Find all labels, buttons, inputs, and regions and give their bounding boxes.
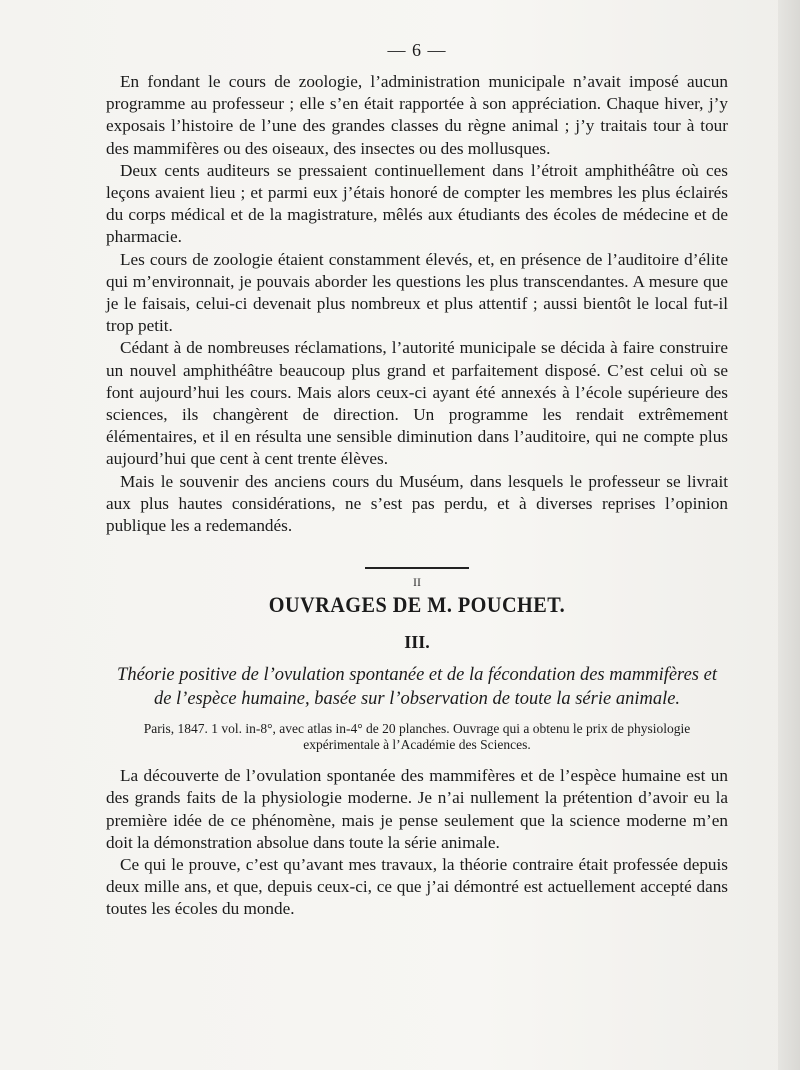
paragraph-intro-4: Cédant à de nombreuses réclamations, l’autorité municipale se décida à faire construire un nouvel amphithéâtre beaucoup plus grand et parfaitement disposé. C’est celui où se font aujourd’hui les cours. Mais alors ceux-ci ayant été annexés à l’école supérieure des sciences, ils changèrent de direction. Un programme les rendait extrêmement élémentaires, et il en résulta une sensible diminution dans l’auditoire, qui ne compte plus aujourd’hui que cent à cent trente élèves. [106,338,728,469]
section-heading: OUVRAGES DE M. POUCHET. [268,592,566,618]
paragraph-intro-5: Mais le souvenir des anciens cours du Muséum, dans lesquels le professeur se livrait aux plus hautes considérations, ne s’est pas perdu, et à diverses reprises l’opinion publique les a redemandés. [106,471,728,536]
work-title-line-1: Théorie positive de l’ovulation spontanée et de la fécondation des mammifères et [117,665,717,686]
paragraph-work-2: Ce qui le prouve, c’est qu’avant mes travaux, la théorie contraire était professée depuis deux mille ans, et que, depuis ceux-ci, ce que j’ai démontré est actuellement accepté dans toutes les écoles du monde. [106,855,728,919]
work-title-line-2: de l’espèce humaine, basée sur l’observation de toute la série animale. [153,689,681,710]
bibliographic-note [106,721,728,753]
work-number: III. [404,632,430,653]
paragraph-work-1: La découverte de l’ovulation spontanée des mammifères et de l’espèce humaine est un des grands faits de la physiologie moderne. Je n’ai nullement la prétention d’avoir eu la première idée de ce phénomène, mais je pense seulement que la science moderne m’en doit la démonstration absolue dans toute la série animale. [106,766,728,852]
page-number: — 6 — [387,40,447,60]
biblio-line-2: expérimentale à l’Académie des Sciences. [303,737,531,753]
page-content [106,40,728,921]
paragraph-intro-1: En fondant le cours de zoologie, l’administration municipale n’avait imposé aucun programme au professeur ; elle s’en était rapportée à son appréciation. Chaque hiver, j’y exposais l’histoire de l’une des grandes classes du règne animal ; j’y traitais tour à tour des mammifères ou des oiseaux, des insectes ou des mollusques. [106,72,728,158]
section-divider [365,567,469,569]
paragraph-intro-3: Les cours de zoologie étaient constamment élevés, et, en présence de l’auditoire d’élite qui m’environnait, je pouvais aborder les questions les plus transcendantes. A mesure que je le faisais, celui-ci devenait plus nombreux et plus attentif ; aussi bientôt le local fut-il trop petit. [106,249,728,336]
page-edge-shadow [778,0,800,1070]
work-title [106,663,728,711]
section-number-small: II [413,575,421,590]
biblio-line-1: Paris, 1847. 1 vol. in-8°, avec atlas in-4° de 20 planches. Ouvrage qui a obtenu le prix de physiologie [143,721,691,737]
paragraph-intro-2: Deux cents auditeurs se pressaient continuellement dans l’étroit amphithéâtre où ces leçons avaient lieu ; et parmi eux j’étais honoré de compter les membres les plus éclairés du corps médical et de la magistrature, mêlés aux étudiants des écoles de médecine et de pharmacie. [106,160,728,247]
